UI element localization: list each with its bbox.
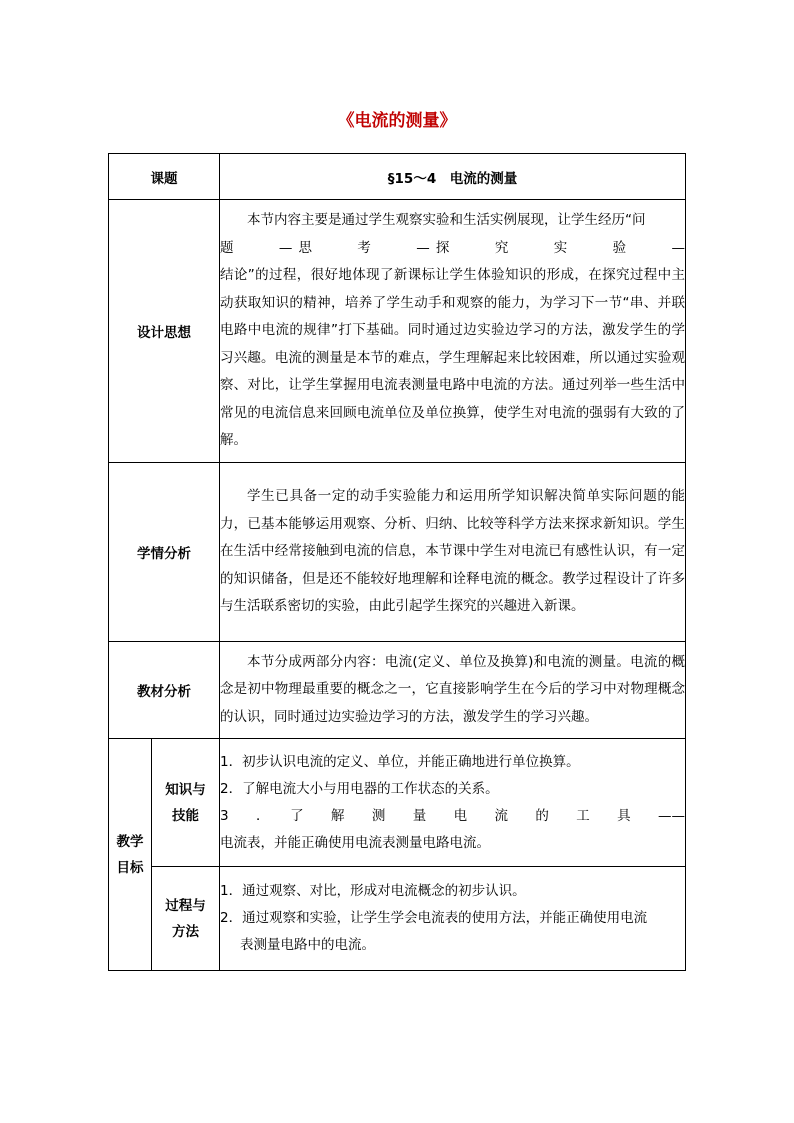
process-content	[220, 867, 686, 971]
knowledge-content	[220, 739, 686, 867]
process-label: 过程与 方法	[152, 867, 220, 971]
learner-text: 学生已具备一定的动手实验能力和运用所学知识解决简单实际问题的能力，已基本能够运用观察、分析、归纳、比较等科学方法来探求新知识。学生在生活中经常接触到电流的信息，本节课中学生对电流已有感性认识，有一定的知识储备，但是还不能较好地理解和诠释电流的概念。教学过程设计了许多与生活联系密切的实验，由此引起学生探究的兴趣进入新课。	[220, 488, 685, 615]
learner-content	[220, 463, 686, 642]
lesson-plan-table	[108, 153, 686, 971]
material-text: 本节分成两部分内容：电流(定义、单位及换算)和电流的测量。电流的概念是初中物理最重要的概念之一，它直接影响学生在今后的学习中对物理概念的认识，同时通过边实验边学习的方法，激发学生的学习兴趣。	[220, 653, 685, 725]
material-row	[109, 642, 686, 739]
design-label: 设计思想	[109, 200, 220, 463]
learner-row	[109, 463, 686, 642]
learner-label: 学情分析	[109, 463, 220, 642]
list-item: 1．初步认识电流的定义、单位，并能正确地进行单位换算。	[220, 753, 580, 770]
topic-label: 课题	[109, 154, 220, 200]
design-text: 结论”的过程，很好地体现了新课标让学生体验知识的形成，在探究过程中主动获取知识的精神，培养了学生动手和观察的能力，为学习下一节“串、并联电路中电流的规律”打下基础。同时通过边实验边学习的方法，激发学生的学习兴趣。电流的测量是本节的难点，学生理解起来比较困难，所以通过实验观察、对比，让学生掌握用电流表测量电路中电流的方法。通过列举一些生活中常见的电流信息来回顾电流单位及单位换算，使学生对电流的强弱有大致的了解。	[220, 267, 685, 449]
topic-row	[109, 154, 686, 200]
knowledge-label: 知识与 技能	[152, 739, 220, 867]
material-content	[220, 642, 686, 739]
list-item: 3 ． 了 解 测 量 电 流 的 工 具 ——	[220, 807, 685, 824]
goals-label: 教学 目标	[109, 739, 152, 971]
material-label: 教材分析	[109, 642, 220, 739]
design-line-2: 题 —思 考 —探 究 实 验 —	[220, 239, 685, 256]
list-item: 表测量电路中的电流。	[240, 937, 375, 953]
list-item: 1．通过观察、对比，形成对电流概念的初步认识。	[220, 883, 526, 899]
design-content	[220, 200, 686, 463]
goals-process-row	[109, 867, 686, 971]
design-line-1: 本节内容主要是通过学生观察实验和生活实例展现，让学生经历“问	[247, 212, 646, 229]
list-item: 电流表，并能正确使用电流表测量电路电流。	[220, 834, 490, 851]
goals-knowledge-row	[109, 739, 686, 867]
design-row	[109, 200, 686, 463]
topic-value: §15～4 电流的测量	[220, 154, 686, 200]
list-item: 2．通过观察和实验，让学生学会电流表的使用方法，并能正确使用电流	[220, 910, 648, 926]
document-title: 《电流的测量》	[337, 111, 457, 131]
list-item: 2．了解电流大小与用电器的工作状态的关系。	[220, 780, 499, 797]
